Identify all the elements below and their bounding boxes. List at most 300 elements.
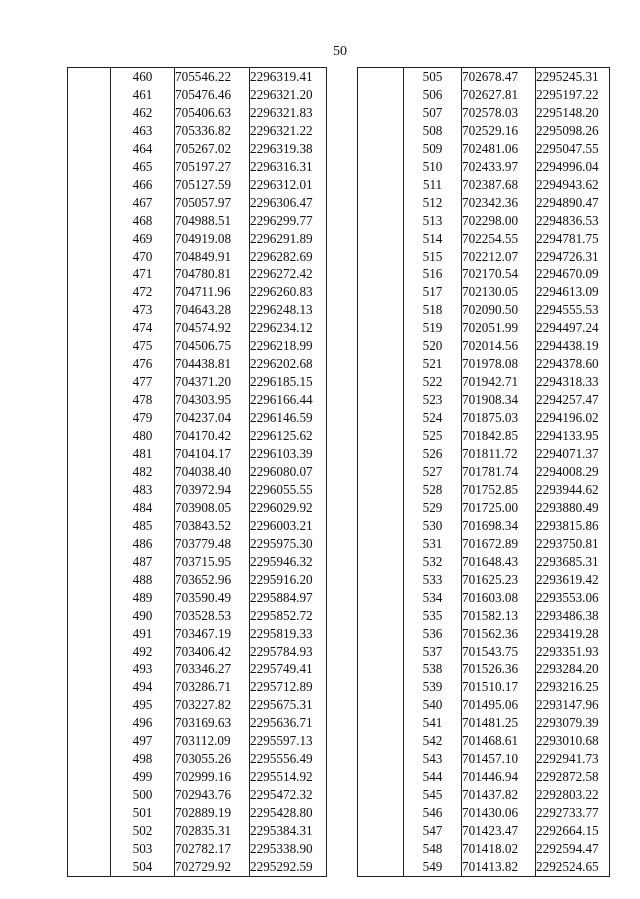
blank-cell [358, 660, 404, 678]
table-row [68, 283, 327, 301]
point-number: 518 [404, 301, 462, 319]
blank-cell [358, 553, 404, 571]
point-number: 476 [111, 355, 175, 373]
y-coordinate: 2294008.29 [536, 463, 610, 481]
point-number: 471 [111, 265, 175, 283]
blank-cell [358, 625, 404, 643]
blank-cell [68, 481, 111, 499]
x-coordinate: 703528.53 [175, 607, 250, 625]
y-coordinate: 2296272.42 [250, 265, 327, 283]
y-coordinate: 2293486.38 [536, 607, 610, 625]
point-number: 547 [404, 822, 462, 840]
x-coordinate: 701811.72 [462, 445, 536, 463]
x-coordinate: 705267.02 [175, 140, 250, 158]
x-coordinate: 701468.61 [462, 732, 536, 750]
blank-cell [358, 409, 404, 427]
table-row [358, 750, 610, 768]
table-row [358, 301, 610, 319]
table-row [358, 427, 610, 445]
y-coordinate: 2293216.25 [536, 678, 610, 696]
point-number: 486 [111, 535, 175, 553]
blank-cell [68, 230, 111, 248]
x-coordinate: 703590.49 [175, 589, 250, 607]
blank-cell [358, 840, 404, 858]
table-row [68, 858, 327, 876]
blank-cell [68, 660, 111, 678]
table-row [358, 265, 610, 283]
table-row [68, 535, 327, 553]
table-row [68, 768, 327, 786]
y-coordinate: 2293944.62 [536, 481, 610, 499]
table-row [358, 283, 610, 301]
table-row [358, 122, 610, 140]
blank-cell [358, 858, 404, 876]
y-coordinate: 2295946.32 [250, 553, 327, 571]
blank-cell [68, 373, 111, 391]
table-row [68, 140, 327, 158]
point-number: 462 [111, 104, 175, 122]
y-coordinate: 2296321.83 [250, 104, 327, 122]
table-row [358, 194, 610, 212]
x-coordinate: 702130.05 [462, 283, 536, 301]
blank-cell [68, 750, 111, 768]
point-number: 531 [404, 535, 462, 553]
table-row [68, 373, 327, 391]
point-number: 489 [111, 589, 175, 607]
point-number: 474 [111, 319, 175, 337]
table-row [358, 858, 610, 876]
y-coordinate: 2292872.58 [536, 768, 610, 786]
y-coordinate: 2295675.31 [250, 696, 327, 714]
table-row [68, 337, 327, 355]
blank-cell [68, 301, 111, 319]
y-coordinate: 2296055.55 [250, 481, 327, 499]
point-number: 469 [111, 230, 175, 248]
table-row [68, 732, 327, 750]
y-coordinate: 2293553.06 [536, 589, 610, 607]
blank-cell [68, 499, 111, 517]
point-number: 514 [404, 230, 462, 248]
table-row [68, 696, 327, 714]
point-number: 498 [111, 750, 175, 768]
point-number: 541 [404, 714, 462, 732]
blank-cell [68, 553, 111, 571]
table-row [358, 337, 610, 355]
point-number: 509 [404, 140, 462, 158]
table-row [68, 230, 327, 248]
blank-cell [68, 355, 111, 373]
point-number: 499 [111, 768, 175, 786]
x-coordinate: 703112.09 [175, 732, 250, 750]
x-coordinate: 702529.16 [462, 122, 536, 140]
y-coordinate: 2295556.49 [250, 750, 327, 768]
table-row [68, 427, 327, 445]
table-row [358, 176, 610, 194]
blank-cell [68, 104, 111, 122]
point-number: 534 [404, 589, 462, 607]
x-coordinate: 704104.17 [175, 445, 250, 463]
table-row [68, 248, 327, 266]
x-coordinate: 703715.95 [175, 553, 250, 571]
table-row [68, 104, 327, 122]
x-coordinate: 701481.25 [462, 714, 536, 732]
point-number: 477 [111, 373, 175, 391]
point-number: 479 [111, 409, 175, 427]
x-coordinate: 705406.63 [175, 104, 250, 122]
point-number: 508 [404, 122, 462, 140]
point-number: 513 [404, 212, 462, 230]
x-coordinate: 704038.40 [175, 463, 250, 481]
table-row [68, 517, 327, 535]
y-coordinate: 2293880.49 [536, 499, 610, 517]
point-number: 501 [111, 804, 175, 822]
blank-cell [358, 337, 404, 355]
x-coordinate: 701752.85 [462, 481, 536, 499]
point-number: 480 [111, 427, 175, 445]
point-number: 468 [111, 212, 175, 230]
table-row [68, 822, 327, 840]
y-coordinate: 2294071.37 [536, 445, 610, 463]
point-number: 500 [111, 786, 175, 804]
point-number: 492 [111, 643, 175, 661]
x-coordinate: 701413.82 [462, 858, 536, 876]
x-coordinate: 701418.02 [462, 840, 536, 858]
y-coordinate: 2295712.89 [250, 678, 327, 696]
table-row [358, 319, 610, 337]
x-coordinate: 704506.75 [175, 337, 250, 355]
y-coordinate: 2295597.13 [250, 732, 327, 750]
x-coordinate: 701725.00 [462, 499, 536, 517]
table-row [358, 660, 610, 678]
x-coordinate: 701698.34 [462, 517, 536, 535]
x-coordinate: 703779.48 [175, 535, 250, 553]
y-coordinate: 2295916.20 [250, 571, 327, 589]
table-row [358, 535, 610, 553]
blank-cell [68, 283, 111, 301]
x-coordinate: 702254.55 [462, 230, 536, 248]
table-row [68, 589, 327, 607]
y-coordinate: 2293351.93 [536, 643, 610, 661]
x-coordinate: 701603.08 [462, 589, 536, 607]
table-row [68, 786, 327, 804]
x-coordinate: 701625.23 [462, 571, 536, 589]
point-number: 516 [404, 265, 462, 283]
blank-cell [358, 768, 404, 786]
table-row [358, 140, 610, 158]
blank-cell [68, 391, 111, 409]
blank-cell [68, 535, 111, 553]
table-row [358, 786, 610, 804]
x-coordinate: 701875.03 [462, 409, 536, 427]
y-coordinate: 2293079.39 [536, 714, 610, 732]
y-coordinate: 2296185.15 [250, 373, 327, 391]
table-row [68, 643, 327, 661]
blank-cell [358, 283, 404, 301]
x-coordinate: 705127.59 [175, 176, 250, 194]
table-row [358, 714, 610, 732]
point-number: 475 [111, 337, 175, 355]
table-row [358, 481, 610, 499]
x-coordinate: 702014.56 [462, 337, 536, 355]
x-coordinate: 701543.75 [462, 643, 536, 661]
point-number: 542 [404, 732, 462, 750]
y-coordinate: 2295819.33 [250, 625, 327, 643]
x-coordinate: 702090.50 [462, 301, 536, 319]
y-coordinate: 2294497.24 [536, 319, 610, 337]
table-row [68, 212, 327, 230]
x-coordinate: 704237.04 [175, 409, 250, 427]
blank-cell [68, 517, 111, 535]
point-number: 538 [404, 660, 462, 678]
point-number: 510 [404, 158, 462, 176]
point-number: 482 [111, 463, 175, 481]
x-coordinate: 701672.89 [462, 535, 536, 553]
blank-cell [358, 678, 404, 696]
blank-cell [68, 463, 111, 481]
x-coordinate: 701423.47 [462, 822, 536, 840]
y-coordinate: 2294133.95 [536, 427, 610, 445]
blank-cell [68, 822, 111, 840]
point-number: 487 [111, 553, 175, 571]
point-number: 484 [111, 499, 175, 517]
table-row [358, 445, 610, 463]
blank-cell [68, 678, 111, 696]
point-number: 485 [111, 517, 175, 535]
blank-cell [68, 714, 111, 732]
point-number: 491 [111, 625, 175, 643]
table-row [68, 607, 327, 625]
point-number: 546 [404, 804, 462, 822]
point-number: 478 [111, 391, 175, 409]
table-row [358, 391, 610, 409]
blank-cell [68, 337, 111, 355]
point-number: 525 [404, 427, 462, 445]
point-number: 463 [111, 122, 175, 140]
y-coordinate: 2294670.09 [536, 265, 610, 283]
blank-cell [68, 409, 111, 427]
point-number: 461 [111, 86, 175, 104]
point-number: 481 [111, 445, 175, 463]
blank-cell [358, 230, 404, 248]
table-row [358, 678, 610, 696]
x-coordinate: 703843.52 [175, 517, 250, 535]
blank-cell [358, 319, 404, 337]
blank-cell [358, 140, 404, 158]
x-coordinate: 705336.82 [175, 122, 250, 140]
blank-cell [358, 714, 404, 732]
point-number: 537 [404, 643, 462, 661]
point-number: 470 [111, 248, 175, 266]
y-coordinate: 2296234.12 [250, 319, 327, 337]
point-number: 512 [404, 194, 462, 212]
table-row [358, 804, 610, 822]
blank-cell [358, 212, 404, 230]
table-row [68, 625, 327, 643]
y-coordinate: 2294613.09 [536, 283, 610, 301]
table-row [68, 804, 327, 822]
point-number: 505 [404, 68, 462, 86]
table-row [68, 499, 327, 517]
x-coordinate: 704919.08 [175, 230, 250, 248]
point-number: 506 [404, 86, 462, 104]
blank-cell [68, 607, 111, 625]
x-coordinate: 702627.81 [462, 86, 536, 104]
table-row [68, 553, 327, 571]
table-row [68, 678, 327, 696]
y-coordinate: 2292733.77 [536, 804, 610, 822]
table-row [358, 409, 610, 427]
point-number: 540 [404, 696, 462, 714]
y-coordinate: 2295245.31 [536, 68, 610, 86]
blank-cell [68, 732, 111, 750]
x-coordinate: 702051.99 [462, 319, 536, 337]
blank-cell [358, 535, 404, 553]
blank-cell [358, 481, 404, 499]
y-coordinate: 2294726.31 [536, 248, 610, 266]
table-row [358, 373, 610, 391]
blank-cell [68, 212, 111, 230]
point-number: 507 [404, 104, 462, 122]
point-number: 519 [404, 319, 462, 337]
blank-cell [358, 68, 404, 86]
x-coordinate: 704574.92 [175, 319, 250, 337]
point-number: 467 [111, 194, 175, 212]
x-coordinate: 701582.13 [462, 607, 536, 625]
y-coordinate: 2294378.60 [536, 355, 610, 373]
blank-cell [358, 463, 404, 481]
x-coordinate: 702433.97 [462, 158, 536, 176]
point-number: 515 [404, 248, 462, 266]
point-number: 528 [404, 481, 462, 499]
table-row [68, 176, 327, 194]
blank-cell [358, 427, 404, 445]
x-coordinate: 703652.96 [175, 571, 250, 589]
x-coordinate: 702782.17 [175, 840, 250, 858]
x-coordinate: 703908.05 [175, 499, 250, 517]
blank-cell [358, 104, 404, 122]
table-row [68, 481, 327, 499]
x-coordinate: 702729.92 [175, 858, 250, 876]
x-coordinate: 702298.00 [462, 212, 536, 230]
y-coordinate: 2296103.39 [250, 445, 327, 463]
y-coordinate: 2296299.77 [250, 212, 327, 230]
table-row [68, 463, 327, 481]
point-number: 533 [404, 571, 462, 589]
blank-cell [68, 176, 111, 194]
y-coordinate: 2296218.99 [250, 337, 327, 355]
point-number: 496 [111, 714, 175, 732]
table-row [68, 68, 327, 86]
point-number: 526 [404, 445, 462, 463]
y-coordinate: 2294438.19 [536, 337, 610, 355]
x-coordinate: 702943.76 [175, 786, 250, 804]
point-number: 523 [404, 391, 462, 409]
point-number: 543 [404, 750, 462, 768]
blank-cell [68, 804, 111, 822]
table-row [358, 499, 610, 517]
blank-cell [358, 571, 404, 589]
table-row [358, 158, 610, 176]
y-coordinate: 2295636.71 [250, 714, 327, 732]
y-coordinate: 2292524.65 [536, 858, 610, 876]
x-coordinate: 704371.20 [175, 373, 250, 391]
x-coordinate: 702889.19 [175, 804, 250, 822]
blank-cell [358, 822, 404, 840]
x-coordinate: 703055.26 [175, 750, 250, 768]
y-coordinate: 2296125.62 [250, 427, 327, 445]
y-coordinate: 2295784.93 [250, 643, 327, 661]
y-coordinate: 2294555.53 [536, 301, 610, 319]
blank-cell [68, 427, 111, 445]
table-row [68, 714, 327, 732]
point-number: 495 [111, 696, 175, 714]
y-coordinate: 2296202.68 [250, 355, 327, 373]
x-coordinate: 701495.06 [462, 696, 536, 714]
point-number: 464 [111, 140, 175, 158]
y-coordinate: 2293147.96 [536, 696, 610, 714]
table-row [358, 553, 610, 571]
x-coordinate: 701942.71 [462, 373, 536, 391]
y-coordinate: 2296282.69 [250, 248, 327, 266]
x-coordinate: 702342.36 [462, 194, 536, 212]
blank-cell [358, 607, 404, 625]
y-coordinate: 2292803.22 [536, 786, 610, 804]
point-number: 549 [404, 858, 462, 876]
y-coordinate: 2295428.80 [250, 804, 327, 822]
x-coordinate: 703406.42 [175, 643, 250, 661]
x-coordinate: 704849.91 [175, 248, 250, 266]
point-number: 465 [111, 158, 175, 176]
x-coordinate: 703346.27 [175, 660, 250, 678]
x-coordinate: 701430.06 [462, 804, 536, 822]
y-coordinate: 2295384.31 [250, 822, 327, 840]
blank-cell [358, 248, 404, 266]
point-number: 548 [404, 840, 462, 858]
y-coordinate: 2292664.15 [536, 822, 610, 840]
blank-cell [358, 696, 404, 714]
point-number: 488 [111, 571, 175, 589]
x-coordinate: 701446.94 [462, 768, 536, 786]
y-coordinate: 2293419.28 [536, 625, 610, 643]
x-coordinate: 703467.19 [175, 625, 250, 643]
y-coordinate: 2293619.42 [536, 571, 610, 589]
blank-cell [358, 499, 404, 517]
y-coordinate: 2293815.86 [536, 517, 610, 535]
y-coordinate: 2296260.83 [250, 283, 327, 301]
table-row [68, 409, 327, 427]
point-number: 532 [404, 553, 462, 571]
point-number: 490 [111, 607, 175, 625]
x-coordinate: 701978.08 [462, 355, 536, 373]
coordinates-table-right [357, 67, 610, 877]
table-row [68, 660, 327, 678]
y-coordinate: 2295749.41 [250, 660, 327, 678]
blank-cell [68, 194, 111, 212]
blank-cell [358, 786, 404, 804]
y-coordinate: 2295148.20 [536, 104, 610, 122]
x-coordinate: 701562.36 [462, 625, 536, 643]
table-row [358, 86, 610, 104]
point-number: 473 [111, 301, 175, 319]
x-coordinate: 704170.42 [175, 427, 250, 445]
y-coordinate: 2296003.21 [250, 517, 327, 535]
table-row [358, 248, 610, 266]
x-coordinate: 703169.63 [175, 714, 250, 732]
table-row [68, 750, 327, 768]
x-coordinate: 703286.71 [175, 678, 250, 696]
y-coordinate: 2296321.22 [250, 122, 327, 140]
table-row [358, 355, 610, 373]
